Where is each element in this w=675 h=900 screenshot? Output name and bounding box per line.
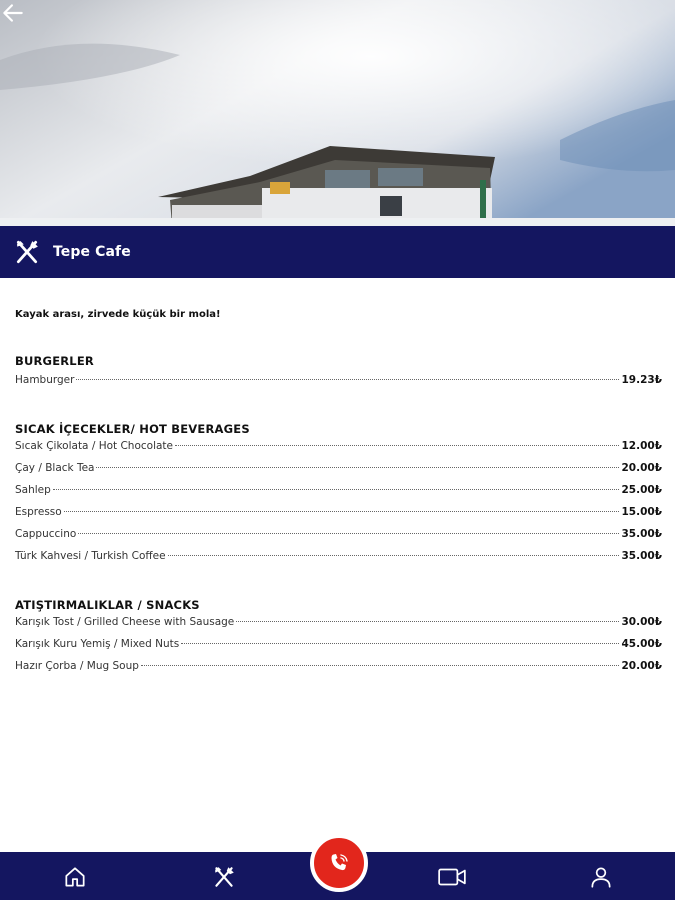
- dotted-leader: [78, 533, 619, 534]
- dotted-leader: [96, 467, 619, 468]
- menu-item-name: Cappuccino: [15, 528, 77, 540]
- dotted-leader: [236, 621, 619, 622]
- menu-item-name: Karışık Kuru Yemiş / Mixed Nuts: [15, 638, 180, 650]
- menu-item: [15, 506, 662, 528]
- menu-item: [15, 528, 662, 550]
- fork-knife-icon[interactable]: [211, 864, 237, 890]
- dotted-leader: [76, 379, 619, 380]
- menu-item-name: Hazır Çorba / Mug Soup: [15, 660, 139, 672]
- menu-item: [15, 440, 662, 462]
- menu-item-price: 45.00₺: [621, 638, 662, 650]
- menu-section-hot-beverages: [15, 422, 662, 572]
- menu-item-name: Çay / Black Tea: [15, 462, 95, 474]
- menu-item-price: 20.00₺: [621, 660, 662, 672]
- dotted-leader: [168, 555, 620, 556]
- menu-item: [15, 638, 662, 660]
- video-camera-icon[interactable]: [437, 864, 467, 890]
- home-icon[interactable]: [62, 864, 88, 890]
- dotted-leader: [141, 665, 620, 666]
- menu-item-price: 35.00₺: [621, 528, 662, 540]
- hero-photo: [0, 0, 675, 226]
- menu-section-burgers: [15, 354, 662, 396]
- menu-section-snacks: [15, 598, 662, 682]
- menu-item-name: Karışık Tost / Grilled Cheese with Sausage: [15, 616, 235, 628]
- menu-item: [15, 484, 662, 506]
- arrow-left-icon[interactable]: [0, 0, 26, 26]
- menu-item-name: Türk Kahvesi / Turkish Coffee: [15, 550, 166, 562]
- menu-tagline: Kayak arası, zirvede küçük bir mola!: [15, 309, 221, 320]
- menu-item-price: 19.23₺: [621, 374, 662, 386]
- menu-item: [15, 550, 662, 572]
- call-button[interactable]: [310, 834, 368, 892]
- page-title: Tepe Cafe: [53, 244, 131, 260]
- menu-item: [15, 616, 662, 638]
- menu-item-price: 30.00₺: [621, 616, 662, 628]
- dotted-leader: [64, 511, 620, 512]
- menu-item-name: Espresso: [15, 506, 62, 518]
- dotted-leader: [53, 489, 620, 490]
- user-icon[interactable]: [588, 864, 614, 890]
- menu-item: [15, 660, 662, 682]
- section-title: SICAK İÇECEKLER/ HOT BEVERAGES: [15, 422, 250, 436]
- menu-content: [15, 306, 662, 682]
- menu-item-name: Hamburger: [15, 374, 75, 386]
- menu-item: [15, 462, 662, 484]
- dotted-leader: [175, 445, 619, 446]
- menu-item: [15, 374, 662, 396]
- phone-icon: [327, 851, 351, 875]
- section-title: BURGERLER: [15, 354, 94, 368]
- hero-image: [0, 0, 675, 226]
- menu-item-name: Sıcak Çikolata / Hot Chocolate: [15, 440, 174, 452]
- section-title: ATIŞTIRMALIKLAR / SNACKS: [15, 598, 200, 612]
- menu-item-name: Sahlep: [15, 484, 51, 496]
- menu-item-price: 15.00₺: [621, 506, 662, 518]
- menu-item-price: 35.00₺: [621, 550, 662, 562]
- fork-knife-icon: [14, 239, 40, 265]
- menu-item-price: 25.00₺: [621, 484, 662, 496]
- dotted-leader: [181, 643, 619, 644]
- header-bar: [0, 226, 675, 278]
- menu-item-price: 12.00₺: [621, 440, 662, 452]
- menu-item-price: 20.00₺: [621, 462, 662, 474]
